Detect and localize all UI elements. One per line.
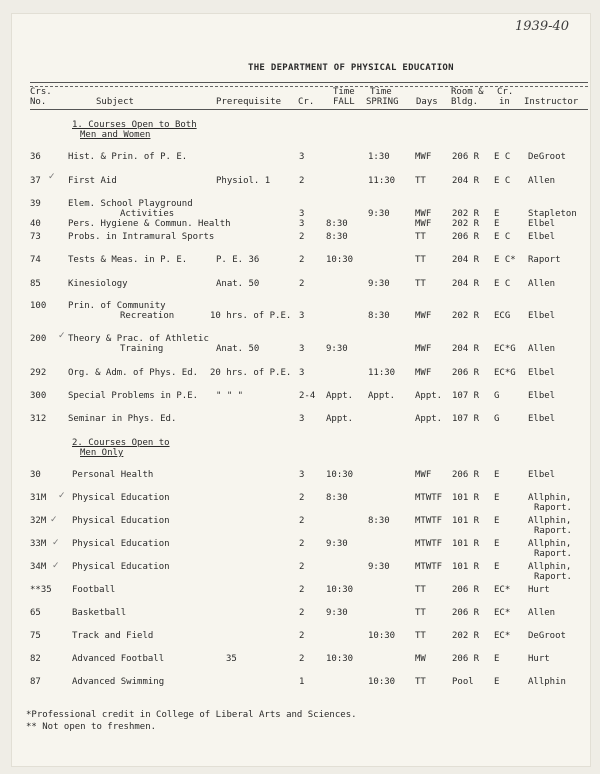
footnote-2: ** Not open to freshmen. [26, 722, 157, 732]
course-prerequisite: P. E. 36 [216, 255, 260, 265]
course-credits: 2-4 [299, 391, 316, 401]
course-subject-cont: Activities [120, 209, 175, 219]
course-subject: Physical Education [72, 539, 170, 549]
course-room: 202 R [452, 311, 480, 321]
header-no: No. [30, 97, 47, 107]
header-cr-in-top: Cr. [497, 87, 514, 97]
course-credit-in: E C [494, 279, 511, 289]
course-instructor: Elbel [528, 219, 556, 229]
course-time-fall: 10:30 [326, 585, 354, 595]
course-subject: Probs. in Intramural Sports [68, 232, 215, 242]
course-credit-in: E [494, 562, 500, 572]
course-number: 39 [30, 199, 41, 209]
course-days: MTWTF [415, 562, 443, 572]
check-mark: ✓ [50, 515, 58, 525]
course-room: 204 R [452, 255, 480, 265]
course-instructor: Allphin, [528, 493, 572, 503]
course-time-spring: 1:30 [368, 152, 390, 162]
course-room: 206 R [452, 368, 480, 378]
course-credits: 3 [299, 152, 305, 162]
course-prerequisite: 10 hrs. of P.E. [210, 311, 292, 321]
course-credits: 2 [299, 176, 305, 186]
course-subject: Personal Health [72, 470, 154, 480]
course-credit-in: E C [494, 176, 511, 186]
course-credit-in: EC*G [494, 368, 516, 378]
course-days: TT [415, 232, 426, 242]
course-subject: Advanced Swimming [72, 677, 165, 687]
course-time-spring: 9:30 [368, 562, 390, 572]
course-credits: 3 [299, 311, 305, 321]
course-days: Appt. [415, 414, 443, 424]
course-room: Pool [452, 677, 474, 687]
course-subject: Org. & Adm. of Phys. Ed. [68, 368, 199, 378]
course-subject: Pers. Hygiene & Commun. Health [68, 219, 231, 229]
course-room: 204 R [452, 176, 480, 186]
course-time-spring: 9:30 [368, 209, 390, 219]
course-credit-in: E [494, 677, 500, 687]
course-number: 34M [30, 562, 47, 572]
course-subject-cont: Training [120, 344, 164, 354]
course-credit-in: EC* [494, 585, 511, 595]
course-prerequisite: Anat. 50 [216, 279, 260, 289]
course-days: MWF [415, 219, 432, 229]
course-instructor: Allphin, [528, 539, 572, 549]
course-credit-in: E [494, 654, 500, 664]
course-room: 206 R [452, 152, 480, 162]
header-spring: SPRING [366, 97, 399, 107]
course-instructor: Allen [528, 344, 556, 354]
course-subject: Elem. School Playground [68, 199, 193, 209]
section-2-heading: 2. Courses Open to [72, 438, 170, 448]
course-instructor: DeGroot [528, 152, 566, 162]
course-instructor: Elbel [528, 414, 556, 424]
section-1-heading: 1. Courses Open to Both [72, 120, 197, 130]
course-instructor-cont: Raport. [534, 549, 572, 559]
header-prerequisite: Prerequisite [216, 97, 282, 107]
course-instructor: Stapleton [528, 209, 577, 219]
course-instructor: Elbel [528, 391, 556, 401]
course-days: MWF [415, 344, 432, 354]
course-instructor-cont: Raport. [534, 503, 572, 513]
course-credit-in: G [494, 414, 500, 424]
section-1-subheading: Men and Women [80, 130, 151, 140]
course-instructor: Raport [528, 255, 561, 265]
check-mark: ✓ [58, 331, 66, 341]
course-credits: 3 [299, 414, 305, 424]
course-days: MWF [415, 311, 432, 321]
course-number: 75 [30, 631, 41, 641]
course-subject: Kinesiology [68, 279, 128, 289]
section-2-subheading: Men Only [80, 448, 124, 458]
course-time-spring: 8:30 [368, 516, 390, 526]
course-credit-in: E [494, 539, 500, 549]
course-days: Appt. [415, 391, 443, 401]
course-subject: Track and Field [72, 631, 154, 641]
course-credits: 2 [299, 255, 305, 265]
course-number: 37 [30, 176, 41, 186]
course-instructor: Elbel [528, 232, 556, 242]
course-days: MWF [415, 209, 432, 219]
course-subject: Seminar in Phys. Ed. [68, 414, 177, 424]
course-prerequisite: " " " [216, 391, 244, 401]
course-time-fall: 10:30 [326, 255, 354, 265]
header-cr: Cr. [298, 97, 315, 107]
course-time-fall: 9:30 [326, 539, 348, 549]
course-number: 33M [30, 539, 47, 549]
course-number: 200 [30, 334, 47, 344]
course-time-spring: 10:30 [368, 631, 396, 641]
course-credit-in: EC* [494, 608, 511, 618]
header-room: Room & [451, 87, 484, 97]
course-room: 107 R [452, 391, 480, 401]
course-credit-in: E [494, 209, 500, 219]
course-instructor: Allen [528, 176, 556, 186]
course-room: 101 R [452, 539, 480, 549]
course-room: 206 R [452, 470, 480, 480]
course-prerequisite: Anat. 50 [216, 344, 260, 354]
course-time-fall: Appt. [326, 414, 354, 424]
course-time-spring: 8:30 [368, 311, 390, 321]
course-days: TT [415, 279, 426, 289]
course-number: 300 [30, 391, 47, 401]
course-number: 85 [30, 279, 41, 289]
course-room: 101 R [452, 562, 480, 572]
course-credits: 1 [299, 677, 305, 687]
course-credits: 2 [299, 585, 305, 595]
course-time-spring: 10:30 [368, 677, 396, 687]
course-prerequisite: Physiol. 1 [216, 176, 271, 186]
course-credit-in: E C* [494, 255, 516, 265]
course-time-spring: 11:30 [368, 176, 396, 186]
course-subject: Physical Education [72, 516, 170, 526]
course-instructor: Hurt [528, 585, 550, 595]
course-number: 32M [30, 516, 47, 526]
course-days: TT [415, 631, 426, 641]
course-time-fall: 8:30 [326, 219, 348, 229]
course-instructor: Allen [528, 279, 556, 289]
footnote-1: *Professional credit in College of Liberal Arts and Sciences. [26, 710, 357, 720]
course-instructor: DeGroot [528, 631, 566, 641]
course-subject: Theory & Prac. of Athletic [68, 334, 209, 344]
course-room: 206 R [452, 608, 480, 618]
course-subject: Hist. & Prin. of P. E. [68, 152, 188, 162]
page-title: THE DEPARTMENT OF PHYSICAL EDUCATION [248, 63, 454, 73]
course-credit-in: E [494, 493, 500, 503]
course-room: 107 R [452, 414, 480, 424]
course-number: 36 [30, 152, 41, 162]
handwritten-year: 1939-40 [515, 19, 570, 34]
course-credits: 2 [299, 232, 305, 242]
course-number: 73 [30, 232, 41, 242]
course-time-spring: 11:30 [368, 368, 396, 378]
course-number: **35 [30, 585, 52, 595]
check-mark: ✓ [52, 561, 60, 571]
course-number: 65 [30, 608, 41, 618]
course-credits: 2 [299, 493, 305, 503]
course-room: 206 R [452, 585, 480, 595]
course-room: 206 R [452, 654, 480, 664]
course-prerequisite: 20 hrs. of P.E. [210, 368, 292, 378]
course-instructor-cont: Raport. [534, 572, 572, 582]
header-fall: FALL [333, 97, 355, 107]
course-room: 206 R [452, 232, 480, 242]
course-days: MW [415, 654, 426, 664]
course-credit-in: EC* [494, 631, 511, 641]
course-number: 74 [30, 255, 41, 265]
course-days: TT [415, 608, 426, 618]
course-credits: 3 [299, 219, 305, 229]
course-credit-in: ECG [494, 311, 511, 321]
course-days: MWF [415, 152, 432, 162]
course-time-fall: 10:30 [326, 654, 354, 664]
course-credit-in: E [494, 516, 500, 526]
course-instructor: Elbel [528, 368, 556, 378]
course-credit-in: E C [494, 232, 511, 242]
course-credits: 2 [299, 654, 305, 664]
check-mark: ✓ [58, 491, 66, 501]
course-credit-in: G [494, 391, 500, 401]
course-subject: Prin. of Community [68, 301, 166, 311]
course-room: 204 R [452, 344, 480, 354]
course-credits: 2 [299, 539, 305, 549]
course-days: MWF [415, 470, 432, 480]
header-bottom-rule [30, 109, 588, 110]
course-days: MTWTF [415, 493, 443, 503]
course-room: 202 R [452, 631, 480, 641]
course-subject: Football [72, 585, 116, 595]
course-number: 312 [30, 414, 47, 424]
course-days: MTWTF [415, 539, 443, 549]
course-time-fall: Appt. [326, 391, 354, 401]
course-instructor: Elbel [528, 470, 556, 480]
course-days: TT [415, 255, 426, 265]
header-cr-in: in [499, 97, 510, 107]
header-bldg: Bldg. [451, 97, 479, 107]
course-credit-in: E [494, 219, 500, 229]
course-number: 100 [30, 301, 47, 311]
course-time-fall: 8:30 [326, 232, 348, 242]
course-time-spring: 9:30 [368, 279, 390, 289]
course-credits: 2 [299, 562, 305, 572]
course-subject: First Aid [68, 176, 117, 186]
course-credits: 2 [299, 516, 305, 526]
course-time-fall: 10:30 [326, 470, 354, 480]
course-subject: Special Problems in P.E. [68, 391, 199, 401]
course-subject: Physical Education [72, 562, 170, 572]
header-subject: Subject [96, 97, 134, 107]
course-instructor: Elbel [528, 311, 556, 321]
course-days: TT [415, 677, 426, 687]
course-time-spring: Appt. [368, 391, 396, 401]
course-days: TT [415, 176, 426, 186]
course-room: 202 R [452, 219, 480, 229]
course-credits: 3 [299, 368, 305, 378]
course-credits: 3 [299, 470, 305, 480]
course-prerequisite: 35 [226, 654, 237, 664]
course-subject-cont: Recreation [120, 311, 175, 321]
course-room: 202 R [452, 209, 480, 219]
course-days: MWF [415, 368, 432, 378]
course-credits: 2 [299, 608, 305, 618]
header-instructor: Instructor [524, 97, 579, 107]
course-subject: Basketball [72, 608, 127, 618]
course-time-fall: 9:30 [326, 608, 348, 618]
course-credits: 3 [299, 344, 305, 354]
course-room: 101 R [452, 493, 480, 503]
course-subject: Advanced Football [72, 654, 165, 664]
header-time-fall-top: Time [333, 87, 355, 97]
course-subject: Tests & Meas. in P. E. [68, 255, 188, 265]
course-number: 30 [30, 470, 41, 480]
course-instructor: Allphin, [528, 516, 572, 526]
course-days: MTWTF [415, 516, 443, 526]
course-time-fall: 9:30 [326, 344, 348, 354]
header-days: Days [416, 97, 438, 107]
course-credit-in: EC*G [494, 344, 516, 354]
course-credits: 2 [299, 631, 305, 641]
course-instructor: Allphin [528, 677, 566, 687]
course-instructor-cont: Raport. [534, 526, 572, 536]
course-credits: 2 [299, 279, 305, 289]
check-mark: ✓ [52, 538, 60, 548]
header-top-rule [30, 82, 588, 83]
course-instructor: Allen [528, 608, 556, 618]
course-number: 40 [30, 219, 41, 229]
course-room: 101 R [452, 516, 480, 526]
course-number: 82 [30, 654, 41, 664]
course-days: TT [415, 585, 426, 595]
course-subject: Physical Education [72, 493, 170, 503]
check-mark: ✓ [48, 172, 56, 182]
course-number: 87 [30, 677, 41, 687]
course-credits: 3 [299, 209, 305, 219]
course-number: 292 [30, 368, 47, 378]
course-room: 204 R [452, 279, 480, 289]
course-credit-in: E C [494, 152, 511, 162]
course-credit-in: E [494, 470, 500, 480]
header-time-spring-top: Time [370, 87, 392, 97]
course-time-fall: 8:30 [326, 493, 348, 503]
header-crs: Crs. [30, 87, 52, 97]
course-number: 31M [30, 493, 47, 503]
course-instructor: Allphin, [528, 562, 572, 572]
course-instructor: Hurt [528, 654, 550, 664]
